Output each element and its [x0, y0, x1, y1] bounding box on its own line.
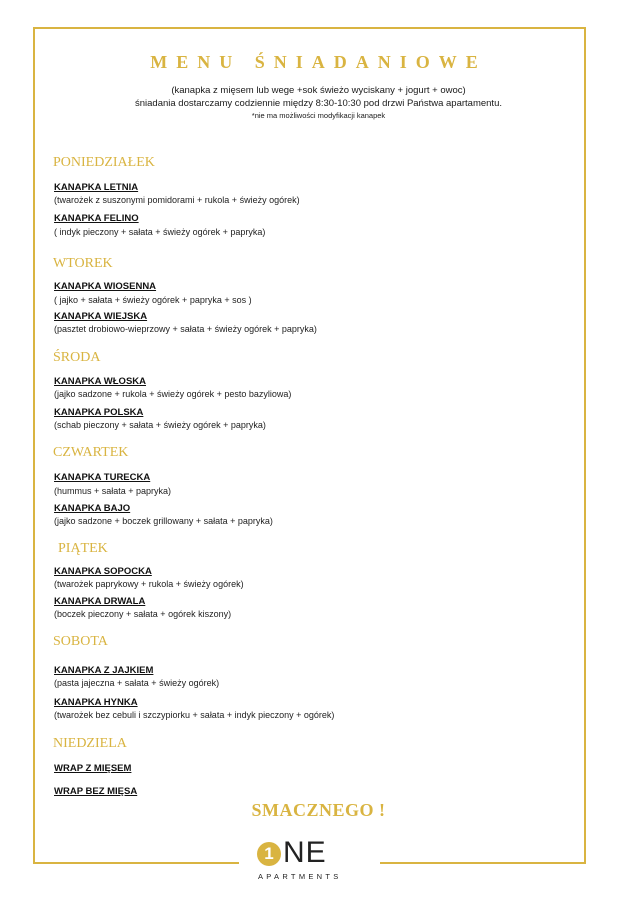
- closing-text: SMACZNEGO !: [251, 800, 386, 820]
- delivery-info-line: śniadania dostarczamy codziennie między 8:30-10:30 pod drzwi Państwa apartamentu.: [134, 98, 502, 109]
- logo-subtitle: APARTMENTS: [258, 872, 342, 881]
- item-name: KANAPKA WŁOSKA: [54, 376, 147, 387]
- item-name: KANAPKA TURECKA: [54, 472, 151, 483]
- frame-bottom-left-border: [33, 862, 239, 864]
- item-description: ( indyk pieczony + sałata + świeży ogórek + papryka): [54, 227, 266, 237]
- item-name: KANAPKA LETNIA: [54, 182, 139, 193]
- item-description: (jajko sadzone + rukola + świeży ogórek + pesto bazyliowa): [54, 389, 292, 399]
- day-heading-sunday: NIEDZIELA: [53, 736, 127, 751]
- one-apartments-logo: [257, 838, 357, 888]
- item-description: (twarożek z suszonymi pomidorami + rukola + świeży ogórek): [54, 195, 300, 205]
- frame-right-border: [584, 27, 586, 864]
- item-name: KANAPKA HYNKA: [54, 697, 138, 708]
- item-name: KANAPKA WIEJSKA: [54, 311, 148, 322]
- day-heading-tuesday: WTOREK: [53, 256, 113, 271]
- item-name: WRAP BEZ MIĘSA: [54, 786, 138, 797]
- day-heading-friday: PIĄTEK: [58, 541, 108, 556]
- logo-digit-circle: 1: [257, 842, 281, 866]
- item-description: (twarożek paprykowy + rukola + świeży ogórek): [54, 579, 244, 589]
- item-description: (hummus + sałata + papryka): [54, 486, 172, 496]
- frame-top-border: [33, 27, 586, 29]
- item-name: KANAPKA Z JAJKIEM: [54, 665, 154, 676]
- day-heading-saturday: SOBOTA: [53, 634, 108, 649]
- menu-includes-line: (kanapka z mięsem lub wege +sok świeżo wyciskany + jogurt + owoc): [171, 85, 466, 96]
- item-description: ( jajko + sałata + świeży ogórek + papryka + sos ): [54, 295, 252, 305]
- item-name: KANAPKA SOPOCKA: [54, 566, 152, 577]
- item-description: (pasta jajeczna + sałata + świeży ogórek): [54, 678, 220, 688]
- item-description: (pasztet drobiowo-wieprzowy + sałata + świeży ogórek + papryka): [54, 324, 317, 334]
- day-heading-thursday: CZWARTEK: [53, 445, 129, 460]
- item-name: KANAPKA DRWALA: [54, 596, 146, 607]
- item-description: (boczek pieczony + sałata + ogórek kiszony): [54, 609, 232, 619]
- item-name: KANAPKA WIOSENNA: [54, 281, 157, 292]
- item-name: KANAPKA FELINO: [54, 213, 139, 224]
- item-name: KANAPKA BAJO: [54, 503, 131, 514]
- item-description: (twarożek bez cebuli i szczypiorku + sałata + indyk pieczony + ogórek): [54, 710, 335, 720]
- item-name: KANAPKA POLSKA: [54, 407, 144, 418]
- item-description: (schab pieczony + sałata + świeży ogórek + papryka): [54, 420, 266, 430]
- modification-note: *nie ma możliwości modyfikacji kanapek: [251, 111, 386, 120]
- frame-left-border: [33, 27, 35, 864]
- item-name: WRAP Z MIĘSEM: [54, 763, 132, 774]
- day-heading-monday: PONIEDZIAŁEK: [53, 155, 155, 170]
- day-heading-wednesday: ŚRODA: [53, 350, 101, 365]
- item-description: (jajko sadzone + boczek grillowany + sałata + papryka): [54, 516, 273, 526]
- frame-bottom-right-border: [380, 862, 586, 864]
- logo-wordmark: NE: [283, 836, 327, 869]
- page-title: MENU ŚNIADANIOWE: [150, 52, 487, 72]
